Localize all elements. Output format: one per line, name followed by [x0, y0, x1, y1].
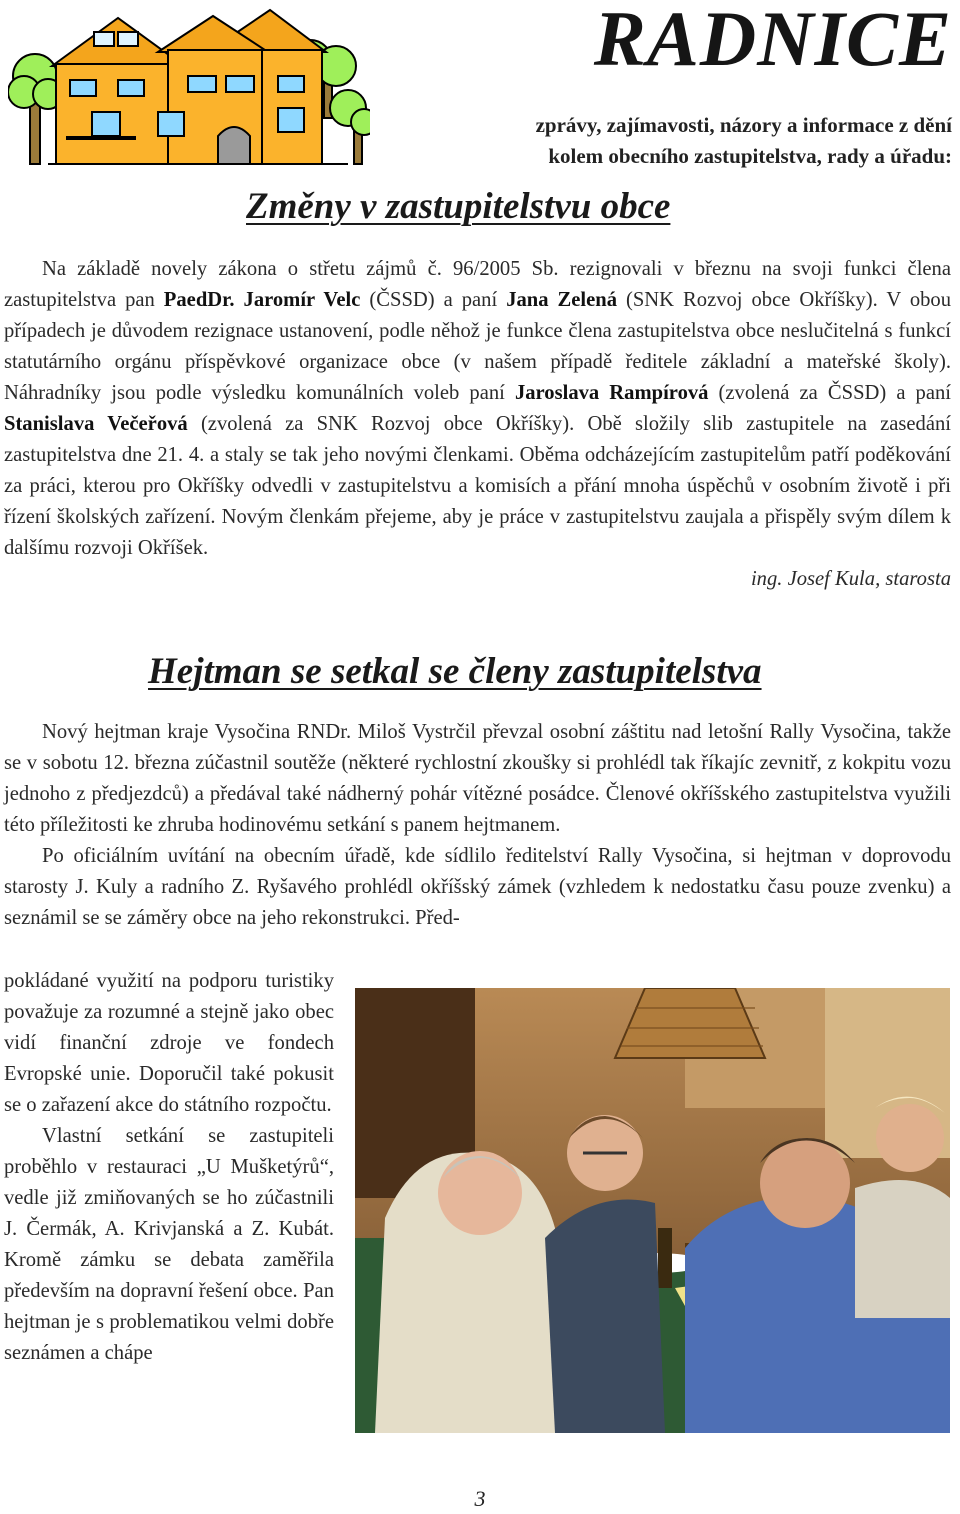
- text-run: (ČSSD) a paní: [360, 289, 507, 311]
- name-jana-zelena: Jana Zelená: [506, 289, 618, 311]
- article-2-headline: Hejtman se setkal se členy zastupitelstva: [148, 651, 762, 692]
- masthead-subtitle-line-1: zprávy, zajímavosti, názory a informace z dění: [535, 113, 952, 137]
- masthead-title: RADNICE: [593, 0, 952, 82]
- article-2-paragraph-2: Po oficiálním uvítání na obecním úřadě, kde sídlilo ředitelství Rally Vysočina, si hejtman v doprovodu starosty J. Kuly a radního Z. Ryšavého prohlédl okříšský zámek (vzhledem k nedostatku času pouze zvenku) a seznámil se se záměry obce na jeho rekonstrukci. Před-: [4, 845, 951, 929]
- tree-left: [8, 54, 63, 164]
- text-run: (SNK Rozvoj obce Okříšky). V obou případech je důvodem rezignace ustanovení, podle něhož je funkce člena zastupitelstva obce neslučitelná s funkcí statutárního orgánu příspěvkové organizace obce (v našem případě ředitele základní a mateřské školy). Náhradníky jsou podle výsledku komunálních voleb paní: [4, 289, 952, 404]
- article-2-paragraph-2-continued: pokládané využití na podporu turistiky považuje za rozumné a stejně jako obec vidí finanční zdroje ve fondech Evropské unie. Doporučil také pokusit se o zařazení akce do státního rozpočtu.: [4, 970, 334, 1116]
- text-run: (zvolená za ČSSD) a paní: [708, 382, 951, 404]
- article-1-headline: Změny v zastupitelstvu obce: [246, 186, 671, 227]
- article-2-paragraph-1: Nový hejtman kraje Vysočina RNDr. Miloš Vystrčil převzal osobní záštitu nad letošní Rally Vysočina, takže se v sobotu 12. března zúčastnil soutěže (některé rychlostní zkoušky si prohlédl tak říkajíc zevnitř, z kokpitu vozu jednoho z předjezdců) a předával také nádherný pohár vítězné posádce. Členové okříšského zastupitelstva využili této příležitosti ke zhruba hodinovému setkání s panem hejtmanem.: [4, 721, 951, 836]
- meeting-photo: [355, 988, 950, 1433]
- masthead-subtitle: [452, 110, 952, 172]
- tree-right-front: [330, 90, 370, 164]
- masthead-subtitle-line-2: kolem obecního zastupitelstva, rady a úřadu:: [548, 144, 952, 168]
- text-run: Na základě novely zákona o střetu zájmů č. 96/2005 Sb. rezignovali v březnu na svoji funkci člena zastupitelstva pan: [4, 258, 951, 311]
- article-1-paragraph: [4, 254, 951, 564]
- article-2-paragraph-3: Vlastní setkání se zastupiteli proběhlo v restauraci „U Mušketýrů“, vedle již zmiňovaných se ho zúčastnili J. Čermák, A. Krivjanská a Z. Kubát. Kromě zámku se debata zaměřila především na dopravní řešení obce. Pan hejtman je s problematikou velmi dobře seznámen a chápe: [4, 1125, 334, 1364]
- name-jaroslava-rampirova: Jaroslava Rampírová: [514, 382, 709, 404]
- town-hall-logo: [8, 4, 370, 166]
- name-paeddr-velc: PaedDr. Jaromír Velc: [163, 289, 361, 311]
- article-1-body: [4, 254, 951, 595]
- page-number: 3: [474, 1486, 486, 1511]
- article-1-signature: ing. Josef Kula, starosta: [750, 568, 951, 590]
- building: [48, 10, 348, 164]
- name-stanislava-vecerova: Stanislava Večeřová: [4, 413, 188, 435]
- article-2-column: [4, 966, 334, 1369]
- text-run: (zvolená za SNK Rozvoj obce Okříšky). Obě složily slib zastupitele na zasedání zastupitelstva dne 21. 4. a staly se tak jeho novými členkami. Oběma odcházejícím zastupitelům patří poděkování za práci, kterou pro Okříšky odvedli v zastupitelstvu a komisích a přání mnoha úspěchů v osobním životě i při řízení školských zařízení. Novým členkám přejeme, aby je práce v zastupitelstvu zaujala a přispěly svým dílem k dalšímu rozvoji Okříšek.: [4, 413, 951, 559]
- article-2-body: [4, 717, 951, 934]
